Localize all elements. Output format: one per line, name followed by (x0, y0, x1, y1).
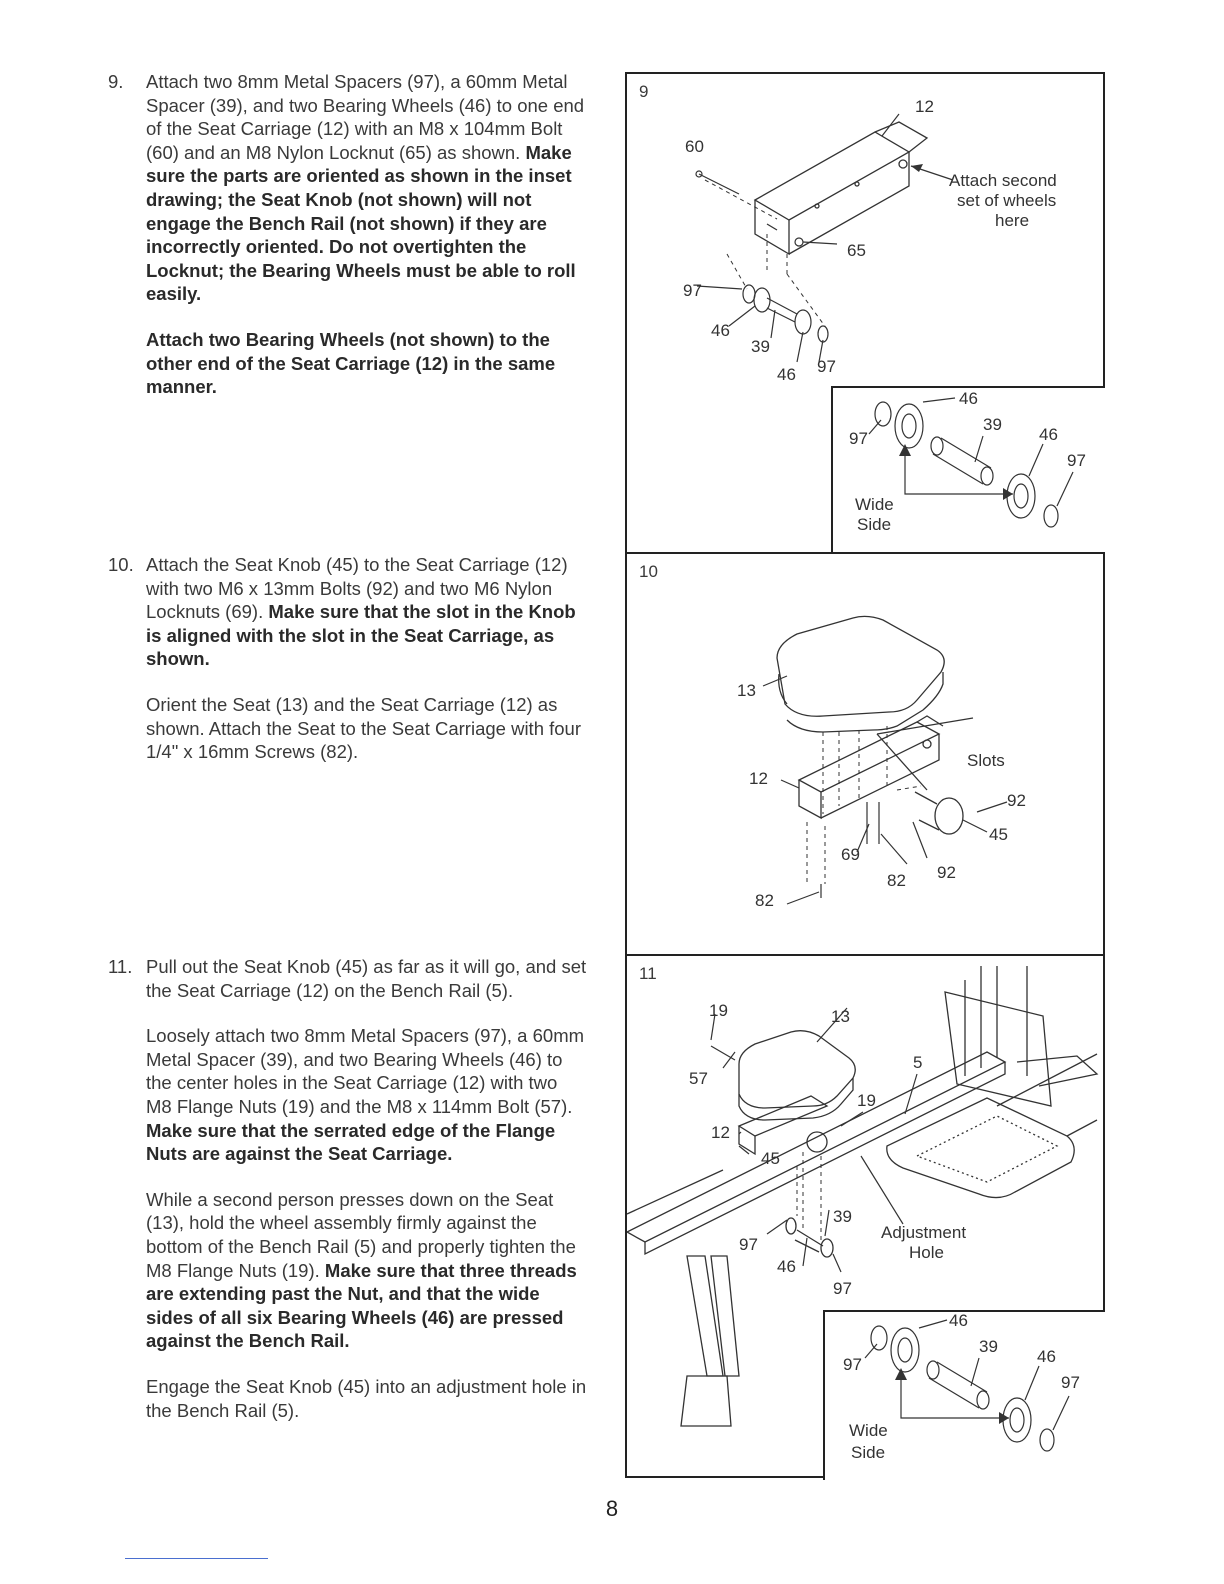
spacer-39 (767, 298, 797, 322)
instruction-paragraph (146, 955, 588, 1002)
footer-rule (125, 1558, 268, 1559)
part-label: 45 (989, 825, 1008, 844)
part-label: 19 (857, 1091, 876, 1110)
callout-text: Side (857, 515, 892, 534)
part-label: 45 (761, 1149, 780, 1168)
step-11-text (108, 955, 588, 1444)
part-label: 39 (983, 415, 1002, 434)
part-label: 46 (1037, 1347, 1056, 1366)
figure-10-drawing (627, 554, 1103, 954)
part-label: 92 (937, 863, 956, 882)
instruction-paragraph (146, 693, 588, 764)
step-number: 11. (108, 956, 133, 977)
figure-11 (625, 954, 1105, 1478)
seat-knob-45 (807, 1132, 827, 1152)
part-label: 13 (831, 1007, 850, 1026)
part-label: 39 (751, 337, 770, 356)
part-label: 92 (1007, 791, 1026, 810)
callout-text: Slots (967, 751, 1005, 770)
part-label: 39 (979, 1337, 998, 1356)
spacer-97 (743, 285, 755, 303)
instruction-text: Attach two 8mm Metal Spacers (97), a 60mm Metal Spacer (39), and two Bearing Wheels (46) to one end of the Seat Carriage (12) with an M8 x 104mm Bolt (60) and an M8 Nylon Locknut (65) as shown. (146, 71, 585, 163)
instruction-paragraph (146, 70, 588, 306)
emphasis-text: Make sure that the serrated edge of the Flange Nuts are against the Seat Carriage. (146, 1119, 556, 1165)
part-label: 46 (959, 389, 978, 408)
part-label: 82 (887, 871, 906, 890)
part-label: 46 (777, 1257, 796, 1276)
part-label: 65 (847, 241, 866, 260)
instruction-paragraph (146, 1024, 588, 1166)
part-label: 97 (833, 1279, 852, 1298)
figure-number: 11 (639, 964, 657, 983)
instruction-text: Attach the Seat Knob (45) to the Seat Carriage (12) with two M6 x 13mm Bolts (92) and two M6 Nylon Locknuts (69). (146, 554, 568, 623)
part-label: 97 (739, 1235, 758, 1254)
part-label: 13 (737, 681, 756, 700)
callout-text: Hole (909, 1243, 944, 1262)
instruction-text: While a second person presses down on the Seat (13), hold the wheel assembly firmly against the bottom of the Bench Rail (5) and properly tighten the M8 Flange Nuts (19). (146, 1188, 576, 1281)
callout-text: here (995, 211, 1030, 230)
bench-rail-5 (627, 1052, 1005, 1242)
figure-11-inset (823, 1310, 1105, 1480)
step-9-text (108, 70, 588, 421)
seat-knob-45 (935, 798, 963, 834)
instruction-paragraph (146, 328, 588, 399)
part-label: 97 (1061, 1373, 1080, 1392)
part-label: 97 (843, 1355, 862, 1374)
wheel-orientation-drawing (825, 1312, 1105, 1480)
part-label: 5 (913, 1053, 923, 1072)
instruction-text: Pull out the Seat Knob (45) as far as it will go, and set the Seat Carriage (12) on the Bench Rail (5). (146, 956, 587, 1001)
part-label: 46 (1039, 425, 1058, 444)
figure-9 (625, 72, 1105, 554)
step-number: 9. (108, 71, 124, 92)
part-label: 46 (711, 321, 730, 340)
callout-text: Adjustment (881, 1223, 967, 1242)
part-label: 46 (949, 1312, 968, 1330)
part-label: 57 (689, 1069, 708, 1088)
figure-number: 10 (639, 562, 658, 581)
instruction-paragraph (146, 1375, 588, 1422)
bolt-60 (699, 174, 739, 194)
step-body (146, 553, 588, 764)
instruction-paragraph (146, 553, 588, 671)
part-label: 69 (841, 845, 860, 864)
part-label: 97 (817, 357, 836, 376)
page-number: 8 (605, 1496, 619, 1521)
wheel-orientation-drawing (833, 388, 1105, 554)
figure-9-inset (831, 386, 1105, 554)
part-label: 12 (915, 97, 934, 116)
part-label: 39 (833, 1207, 852, 1226)
figure-10 (625, 552, 1105, 956)
part-label: 97 (1067, 451, 1086, 470)
seat-13 (777, 616, 944, 716)
callout-text: Side (851, 1443, 886, 1462)
part-label: 12 (749, 769, 768, 788)
bearing-wheel-46 (795, 310, 811, 334)
spacer-97 (818, 326, 828, 342)
instruction-text: Orient the Seat (13) and the Seat Carriage (12) as shown. Attach the Seat to the Seat Carriage with four 1/4" x 16mm Screws (82). (146, 693, 582, 763)
part-label: 12 (711, 1123, 730, 1142)
part-label: 97 (849, 429, 868, 448)
emphasis-text: Attach two Bearing Wheels (not shown) to the other end of the Seat Carriage (12) in the same manner. (146, 328, 556, 398)
emphasis-text: Make sure that the slot in the Knob is aligned with the slot in the Seat Carriage, as shown. (146, 601, 576, 670)
figure-number: 9 (639, 82, 649, 101)
part-label: 46 (777, 365, 796, 384)
callout-text: set of wheels (957, 191, 1057, 210)
part-label: 97 (683, 281, 702, 300)
instruction-text: Loosely attach two 8mm Metal Spacers (97), a 60mm Metal Spacer (39), and two Bearing Wheels (46) to the center holes in the Seat Carriage (12) with two M8 Flange Nuts (19) and the M8 x 114mm Bolt (57). (146, 1025, 585, 1117)
seat-carriage-part (755, 132, 909, 220)
seat-13 (739, 1031, 855, 1108)
part-label: 19 (709, 1001, 728, 1020)
step-body (146, 70, 588, 399)
step-body (146, 955, 588, 1422)
callout-text: Wide (849, 1421, 888, 1440)
part-label: 82 (755, 891, 774, 910)
callout-text: Wide (855, 495, 894, 514)
emphasis-text: Make sure the parts are oriented as shown in the inset drawing; the Seat Knob (not shown) will not engage the Bench Rail (not shown) if they are incorrectly oriented. Do not overtighten the Locknut; the Bearing Wheels must be able to roll easily. (146, 141, 576, 305)
step-10-text (108, 553, 588, 786)
part-label: 60 (685, 137, 704, 156)
instruction-paragraph (146, 1188, 588, 1353)
step-number: 10. (108, 554, 134, 575)
instruction-text: Engage the Seat Knob (45) into an adjustment hole in the Bench Rail (5). (146, 1375, 587, 1421)
emphasis-text: Make sure that three threads are extending past the Nut, and that the wide sides of all six Bearing Wheels (46) are pressed against the Bench Rail. (146, 1259, 577, 1352)
callout-text: Attach second (949, 171, 1057, 190)
